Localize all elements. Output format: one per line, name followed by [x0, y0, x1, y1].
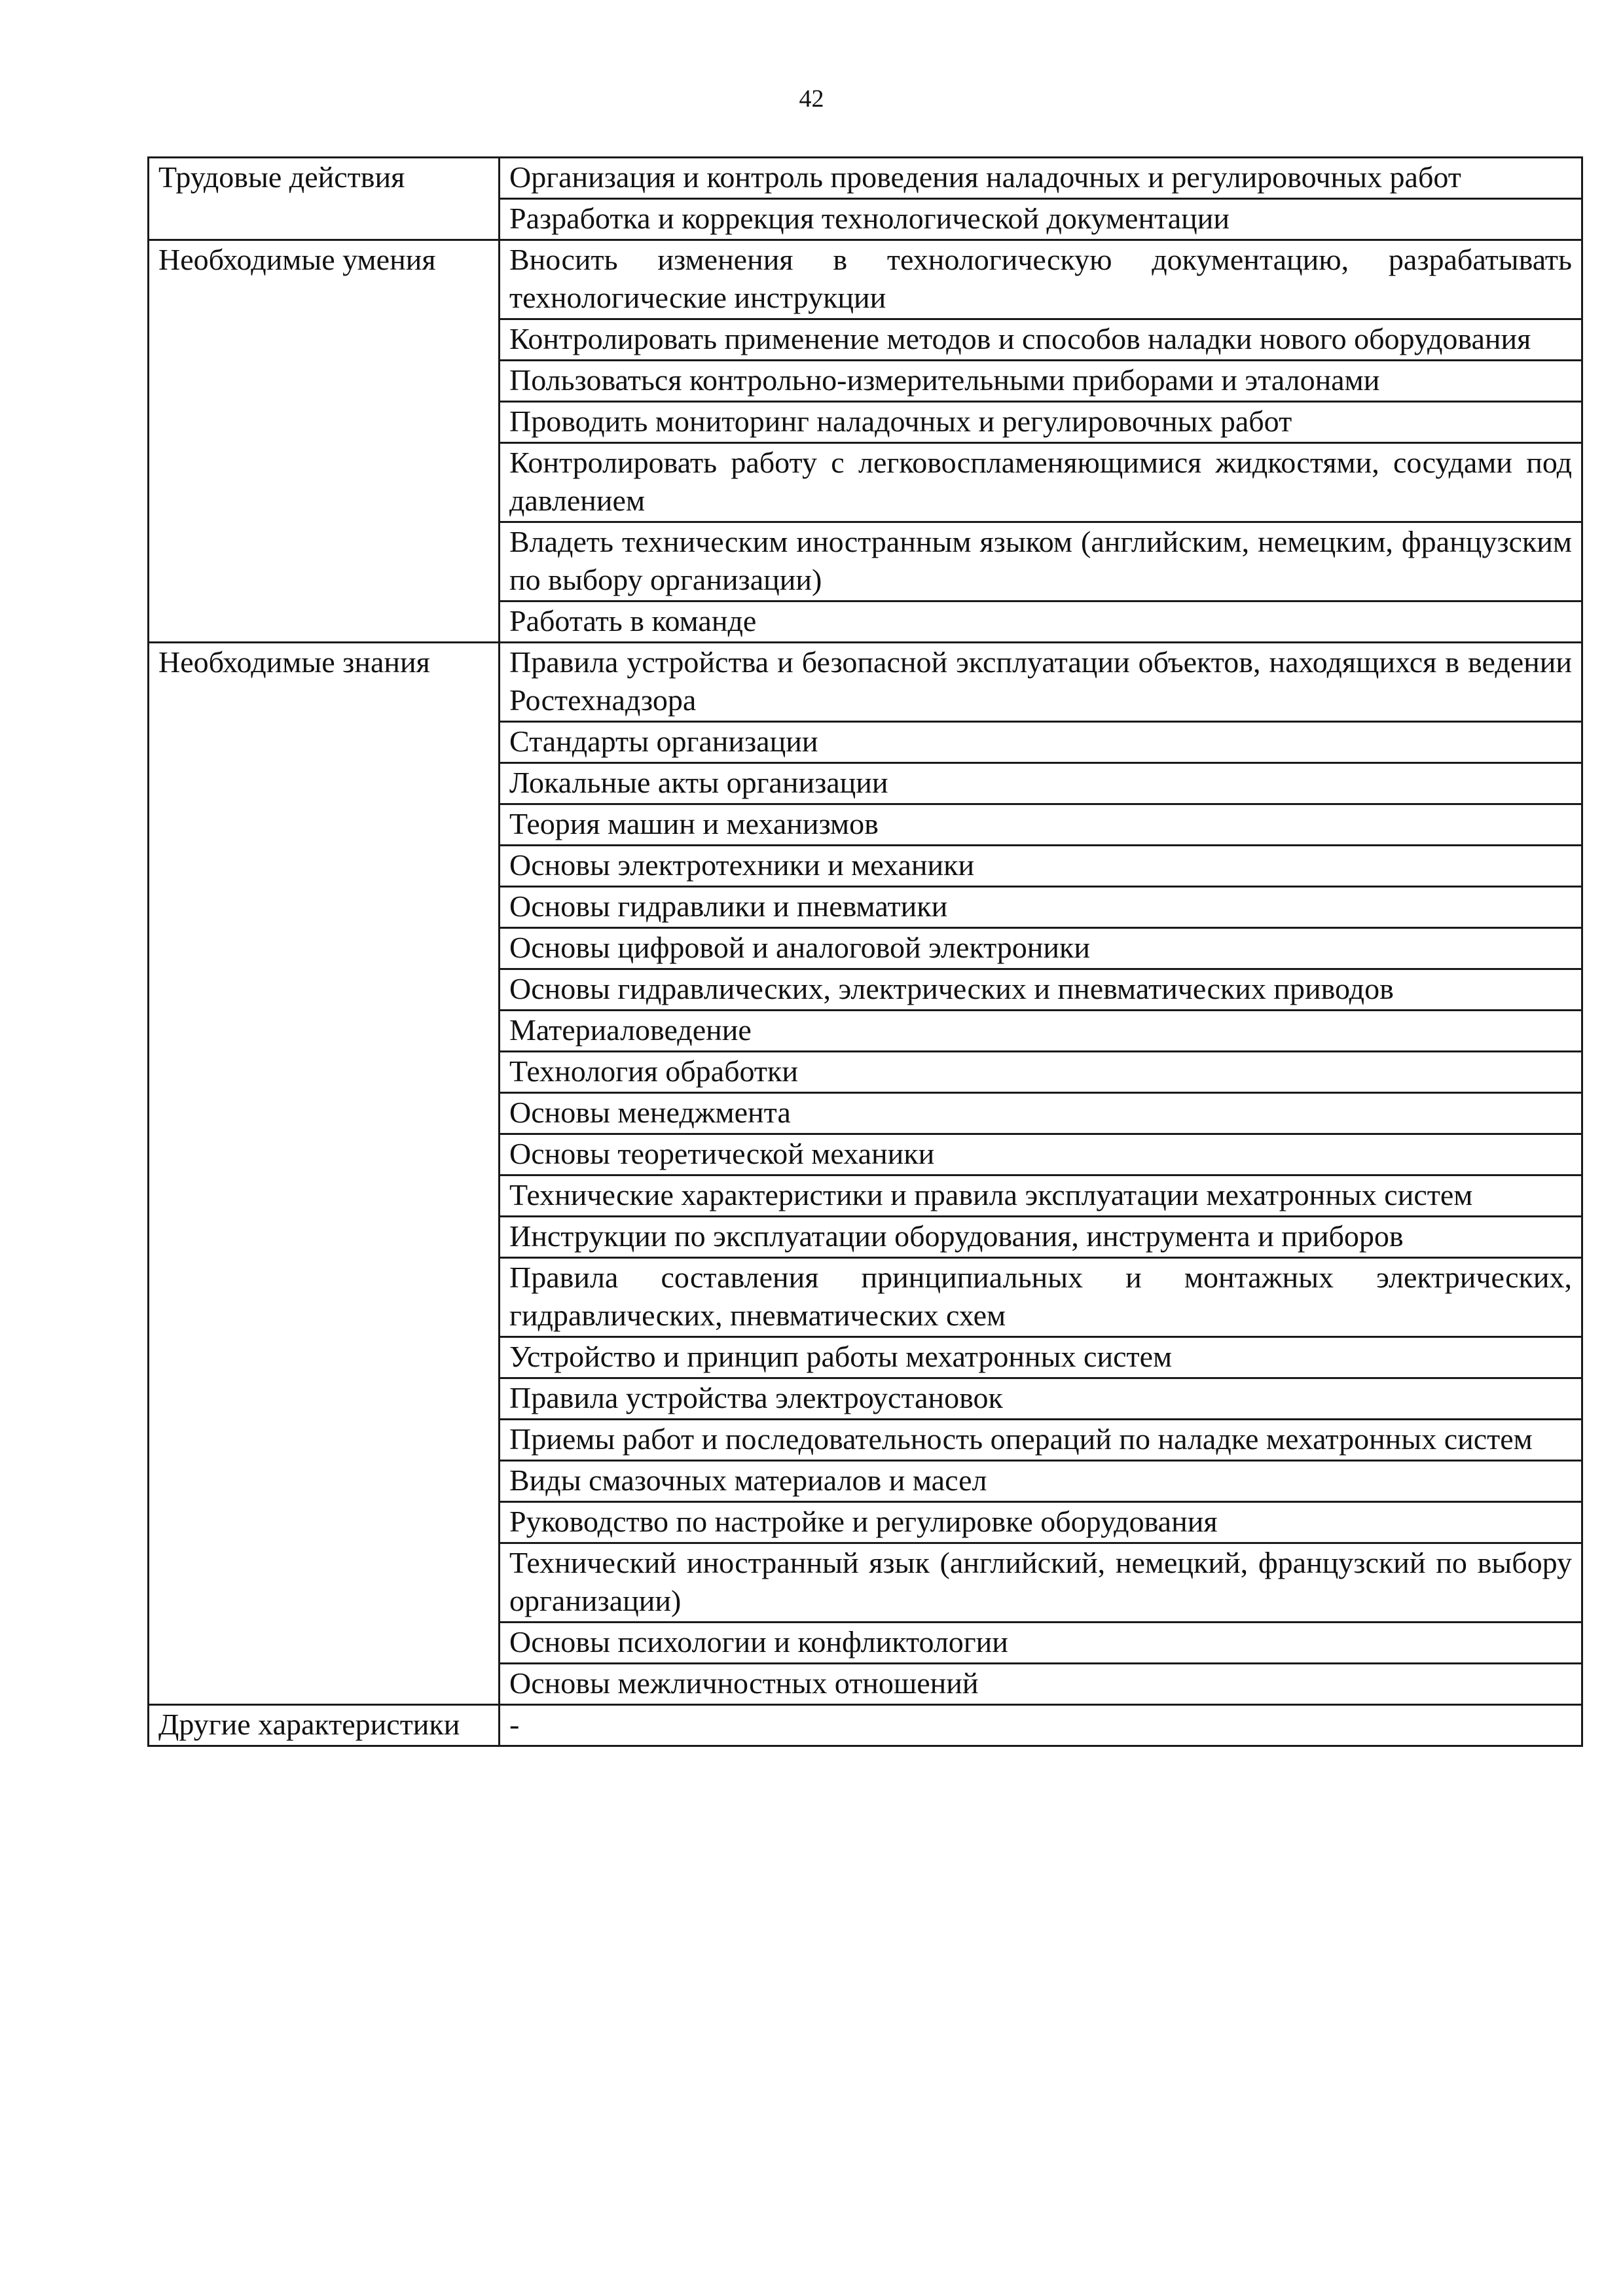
- section-item: Основы межличностных отношений: [500, 1664, 1582, 1705]
- section-item: Контролировать применение методов и способов наладки нового оборудования: [500, 319, 1582, 361]
- section-item: Устройство и принцип работы мехатронных систем: [500, 1337, 1582, 1378]
- section-item: Правила устройства электроустановок: [500, 1378, 1582, 1420]
- section-label: Трудовые действия: [149, 158, 500, 240]
- table-row: [149, 643, 1582, 722]
- section-item: Приемы работ и последовательность операций по наладке мехатронных систем: [500, 1420, 1582, 1461]
- section-item: Основы гидравлики и пневматики: [500, 887, 1582, 928]
- table-row: [149, 1705, 1582, 1746]
- section-item: Материаловедение: [500, 1011, 1582, 1052]
- section-label: Необходимые умения: [149, 240, 500, 643]
- section-item: Основы психологии и конфликтологии: [500, 1623, 1582, 1664]
- section-item: Контролировать работу с легковоспламеняющимися жидкостями, сосудами под давлением: [500, 443, 1582, 522]
- section-item: Теория машин и механизмов: [500, 804, 1582, 846]
- section-item: -: [500, 1705, 1582, 1746]
- section-item: Основы гидравлических, электрических и пневматических приводов: [500, 969, 1582, 1011]
- section-item: Проводить мониторинг наладочных и регулировочных работ: [500, 402, 1582, 443]
- table-body: [149, 158, 1582, 1746]
- section-item: Технический иностранный язык (английский, немецкий, французский по выбору организации): [500, 1543, 1582, 1623]
- section-item: Работать в команде: [500, 601, 1582, 643]
- section-item: Основы электротехники и механики: [500, 846, 1582, 887]
- section-item: Стандарты организации: [500, 722, 1582, 763]
- section-label: Необходимые знания: [149, 643, 500, 1705]
- table-row: [149, 158, 1582, 199]
- section-label: Другие характеристики: [149, 1705, 500, 1746]
- section-item: Инструкции по эксплуатации оборудования, инструмента и приборов: [500, 1217, 1582, 1258]
- section-item: Технология обработки: [500, 1052, 1582, 1093]
- section-item: Правила составления принципиальных и монтажных электрических, гидравлических, пневматических схем: [500, 1258, 1582, 1337]
- section-item: Основы менеджмента: [500, 1093, 1582, 1134]
- section-item: Разработка и коррекция технологической документации: [500, 199, 1582, 240]
- section-item: Технические характеристики и правила эксплуатации мехатронных систем: [500, 1175, 1582, 1217]
- section-item: Виды смазочных материалов и масел: [500, 1461, 1582, 1502]
- table-row: [149, 240, 1582, 319]
- section-item: Локальные акты организации: [500, 763, 1582, 804]
- section-item: Владеть техническим иностранным языком (английским, немецким, французским по выбору организации): [500, 522, 1582, 601]
- qualification-table: [147, 156, 1583, 1747]
- section-item: Основы цифровой и аналоговой электроники: [500, 928, 1582, 969]
- section-item: Вносить изменения в технологическую документацию, разрабатывать технологические инструкции: [500, 240, 1582, 319]
- section-item: Правила устройства и безопасной эксплуатации объектов, находящихся в ведении Ростехнадзора: [500, 643, 1582, 722]
- section-item: Основы теоретической механики: [500, 1134, 1582, 1175]
- section-item: Организация и контроль проведения наладочных и регулировочных работ: [500, 158, 1582, 199]
- section-item: Пользоваться контрольно-измерительными приборами и эталонами: [500, 361, 1582, 402]
- section-item: Руководство по настройке и регулировке оборудования: [500, 1502, 1582, 1543]
- page-number: 42: [799, 85, 824, 113]
